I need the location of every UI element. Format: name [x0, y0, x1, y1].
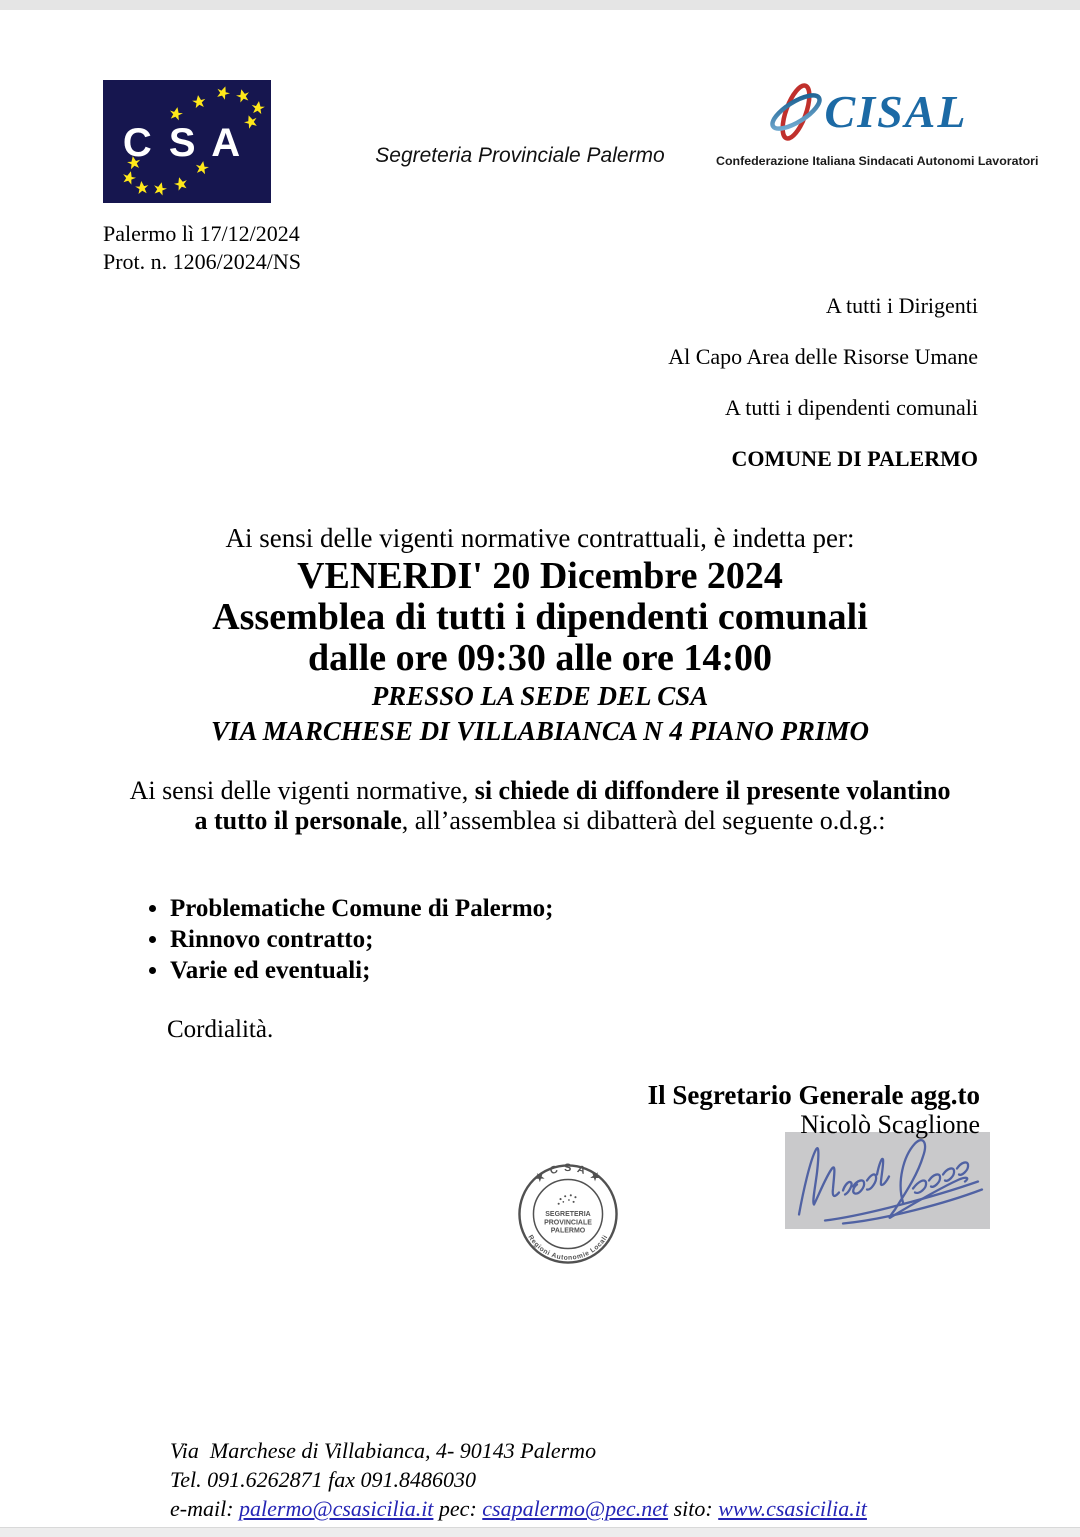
- stamp-center-line: PROVINCIALE: [544, 1219, 592, 1227]
- stamp-center-line: PALERMO: [550, 1227, 586, 1235]
- cisal-logo: [716, 76, 1039, 168]
- body-paragraph: [120, 776, 960, 836]
- assembly-time: dalle ore 09:30 alle ore 14:00: [308, 637, 772, 679]
- page-bottom-edge: [0, 1527, 1080, 1537]
- secretariat-title: Segreteria Provinciale Palermo: [375, 144, 665, 167]
- pec-link[interactable]: csapalermo@pec.net: [482, 1496, 669, 1521]
- assembly-date: VENERDI' 20 Dicembre 2024: [297, 555, 783, 597]
- stamp-top-text: ★ C S A ★: [532, 1162, 604, 1186]
- assembly-title: Assemblea di tutti i dipendenti comunali: [212, 596, 868, 638]
- stamp-center-line: SEGRETERIA: [545, 1210, 591, 1218]
- venue-address: VIA MARCHESE DI VILLABIANCA N 4 PIANO PRIMO: [211, 716, 869, 746]
- cisal-wordmark: CISAL: [824, 86, 968, 137]
- cisal-tagline: Confederazione Italiana Sindacati Autonomi Lavoratori: [716, 154, 1039, 168]
- signer-role: Il Segretario Generale agg.to: [647, 1080, 980, 1110]
- pec-label: pec:: [433, 1496, 483, 1521]
- body-text-bold: si chiede di diffondere il presente volantino a tutto il personale: [194, 776, 951, 835]
- footer-phone: Tel. 091.6262871 fax 091.8486030: [170, 1467, 476, 1492]
- place-date: Palermo lì 17/12/2024: [103, 221, 300, 246]
- footer: [170, 1436, 867, 1523]
- footer-address: Via Marchese di Villabianca, 4- 90143 Palermo: [170, 1438, 597, 1463]
- site-link[interactable]: www.csasicilia.it: [718, 1496, 867, 1521]
- footer-contacts: [170, 1494, 867, 1523]
- body-text: Ai sensi delle vigenti normative,: [129, 776, 475, 805]
- svg-text:★ C S A ★: [533, 1162, 604, 1185]
- email-link[interactable]: palermo@csasicilia.it: [239, 1496, 434, 1521]
- agenda-item-text: Problematiche Comune di Palermo;: [170, 895, 554, 922]
- stamp-bottom-text: Regioni Autonomie Locali: [526, 1233, 610, 1262]
- signer-name: Nicolò Scaglione: [800, 1110, 980, 1139]
- recipient-organization: COMUNE DI PALERMO: [731, 446, 978, 471]
- agenda-item: [170, 958, 554, 983]
- recipient-line: Al Capo Area delle Risorse Umane: [668, 344, 978, 369]
- recipients: [668, 294, 978, 498]
- site-label: sito:: [668, 1496, 719, 1521]
- protocol-number: Prot. n. 1206/2024/NS: [103, 249, 302, 274]
- csa-round-stamp: [512, 1158, 624, 1270]
- csa-logo: [103, 80, 271, 203]
- letter-meta: [103, 220, 301, 276]
- recipient-line: A tutti i Dirigenti: [825, 293, 978, 318]
- announcement: [0, 520, 1080, 749]
- announcement-intro: Ai sensi delle vigenti normative contrattuali, è indetta per:: [225, 523, 855, 553]
- page-top-edge: [0, 0, 1080, 10]
- agenda-list: [148, 896, 554, 989]
- agenda-item: [170, 896, 554, 921]
- agenda-item: [170, 927, 554, 952]
- stamp-inner-mark: [558, 1194, 577, 1204]
- email-label: e-mail:: [170, 1496, 240, 1521]
- agenda-item-text: Varie ed eventuali;: [170, 957, 371, 984]
- agenda-item-text: Rinnovo contratto;: [170, 926, 374, 953]
- signature-block: [648, 1080, 980, 1139]
- recipient-line: A tutti i dipendenti comunali: [725, 395, 978, 420]
- csa-logo-letters: C S A: [122, 121, 244, 165]
- venue-line: PRESSO LA SEDE DEL CSA: [371, 681, 709, 711]
- signature-image: [785, 1132, 990, 1229]
- closing-salutation: Cordialità.: [167, 1016, 274, 1043]
- body-text: , all’assemblea si dibatterà del seguente o.d.g.:: [401, 806, 886, 835]
- cisal-orbit-icon: [769, 78, 823, 146]
